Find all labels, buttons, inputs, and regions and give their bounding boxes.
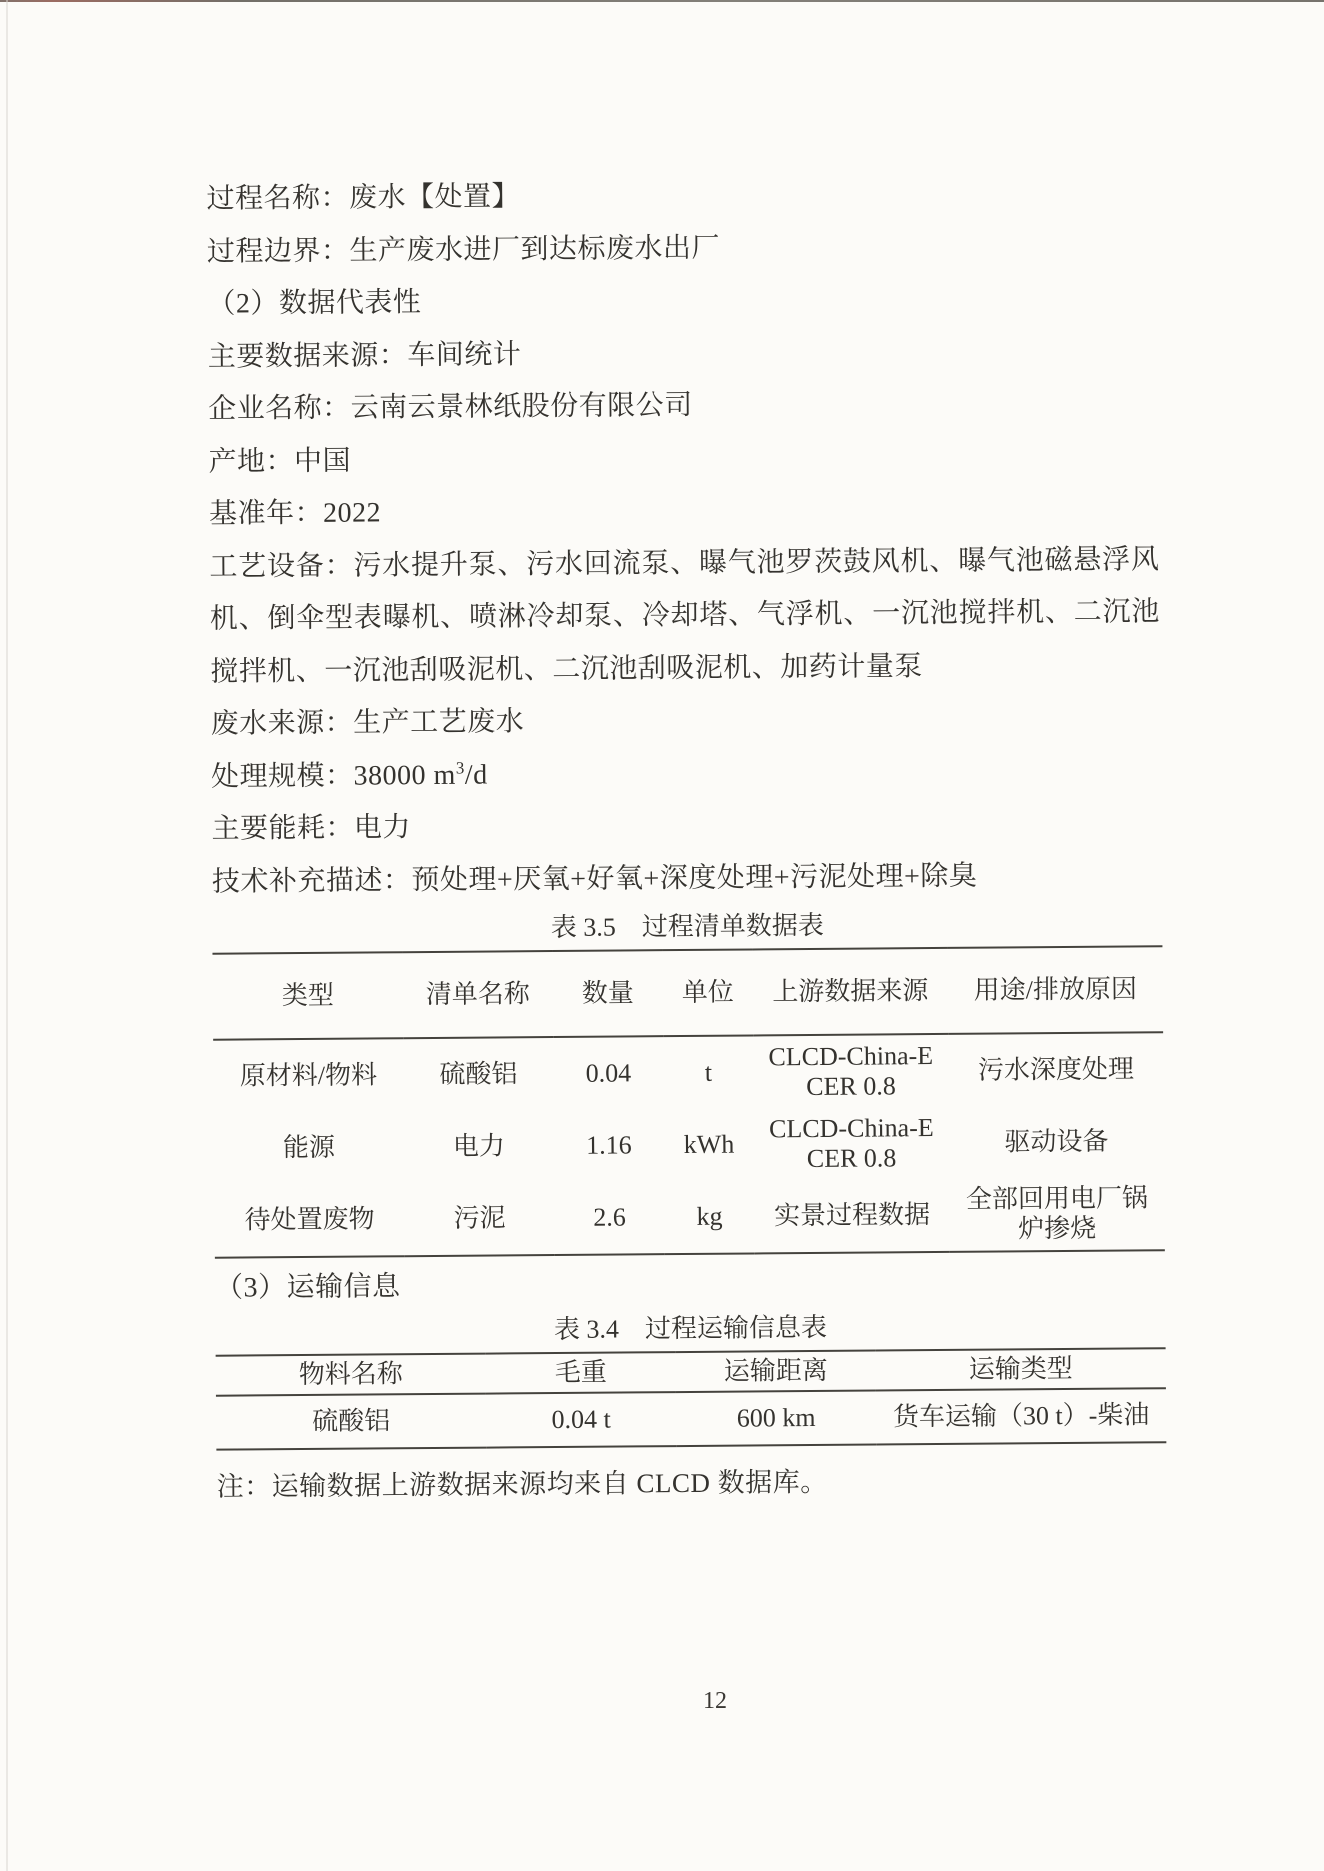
body-line-main-data-source: 主要数据来源：车间统计 [207, 338, 522, 373]
inventory-header-item-name: 清单名称 [402, 951, 553, 1038]
treatment-scale-suffix: /d [464, 759, 488, 791]
table-cell: 货车运输（30 t）-柴油 [892, 1400, 1150, 1432]
table-row [213, 1032, 1164, 1112]
table-cell: 待处置废物 [244, 1204, 375, 1235]
transport-table-caption-title: 过程运输信息表 [644, 1312, 828, 1344]
inventory-header-upstream-source: 上游数据来源 [752, 948, 948, 1036]
page-content [205, 0, 1167, 1505]
footnote: 注：运输数据上游数据来源均来自 CLCD 数据库。 [216, 1466, 828, 1502]
transport-table-caption [215, 1305, 1165, 1352]
body-line-process-boundary: 过程边界：生产废水进厂到达标废水出厂 [206, 232, 721, 268]
body-line-treatment-scale [211, 744, 1161, 804]
table-cell: 污泥 [453, 1203, 506, 1233]
body-line-wastewater-source: 废水来源：生产工艺废水 [210, 706, 525, 740]
table-cell: 600 km [736, 1402, 816, 1433]
body-line-tech-description: 技术补充描述：预处理+厌氧+好氧+深度处理+污泥处理+除臭 [211, 860, 978, 898]
heading-data-representativeness: （2）数据代表性 [207, 287, 422, 320]
table-cell: 驱动设备 [1004, 1126, 1109, 1157]
body-line-process-name: 过程名称：废水【处置】 [206, 181, 521, 215]
table-cell: 实景过程数据 [773, 1200, 931, 1231]
treatment-scale-superscript: 3 [455, 757, 465, 777]
body-line-process-equipment: 工艺设备：污水提升泵、污水回流泵、曝气池罗茨鼓风机、曝气池磁悬浮风机、倒伞型表曝机、喷淋冷却泵、冷却塔、气浮机、一沉池搅拌机、二沉池搅拌机、一沉池刮吸泥机、二沉池刮吸泥机、加药计量泵 [209, 543, 1160, 688]
heading-transport-info: （3）运输信息 [214, 1271, 401, 1304]
inventory-table-caption-label: 表 3.5 [550, 912, 616, 943]
inventory-header-quantity: 数量 [552, 950, 663, 1037]
table-cell: 污水深度处理 [977, 1054, 1135, 1085]
transport-header-gross-weight: 毛重 [486, 1352, 676, 1393]
inventory-table-caption-title: 过程清单数据表 [641, 910, 824, 942]
table-cell: 2.6 [593, 1202, 626, 1232]
inventory-header-unit: 单位 [662, 949, 753, 1036]
table-cell: 0.04 t [551, 1404, 611, 1435]
inventory-table [212, 945, 1164, 1258]
transport-table-caption-label: 表 3.4 [553, 1314, 620, 1345]
table-cell: 1.16 [586, 1130, 632, 1160]
transport-header-type: 运输类型 [876, 1348, 1166, 1390]
inventory-header-purpose: 用途/排放原因 [947, 946, 1163, 1034]
table-row [216, 1388, 1166, 1449]
table-cell: CLCD-China-E CER 0.8 [768, 1041, 934, 1102]
body-line-base-year: 基准年：2022 [208, 497, 382, 530]
scan-left-edge-artifact [6, 0, 8, 1871]
table-cell: kg [696, 1201, 723, 1231]
page-number: 12 [703, 1688, 727, 1714]
body-line-main-energy: 主要能耗：电力 [211, 812, 412, 845]
transport-header-distance: 运输距离 [676, 1351, 876, 1393]
inventory-table-caption [212, 903, 1162, 950]
table-cell: 硫酸铝 [439, 1059, 518, 1089]
table-cell: 能源 [282, 1132, 336, 1163]
transport-header-material-name: 物料名称 [216, 1354, 486, 1396]
table-cell: 全部回用电厂锅炉掺烧 [965, 1183, 1149, 1244]
transport-table [216, 1347, 1167, 1450]
inventory-table-header-row [212, 946, 1163, 1039]
inventory-header-type: 类型 [212, 952, 403, 1039]
table-cell: kWh [683, 1129, 735, 1160]
table-cell: 原材料/物料 [239, 1060, 378, 1091]
treatment-scale-prefix: 处理规模：38000 m [210, 759, 456, 793]
body-line-company-name: 企业名称：云南云景林纸股份有限公司 [208, 389, 693, 425]
table-cell: 0.04 [585, 1058, 632, 1088]
body-line-origin: 产地：中国 [208, 445, 352, 478]
table-cell: 电力 [452, 1131, 506, 1161]
table-row [214, 1177, 1165, 1257]
table-cell: t [704, 1057, 713, 1087]
table-cell: 硫酸铝 [312, 1406, 391, 1436]
table-cell: CLCD-China-E CER 0.8 [768, 1113, 934, 1174]
table-row [214, 1105, 1165, 1184]
